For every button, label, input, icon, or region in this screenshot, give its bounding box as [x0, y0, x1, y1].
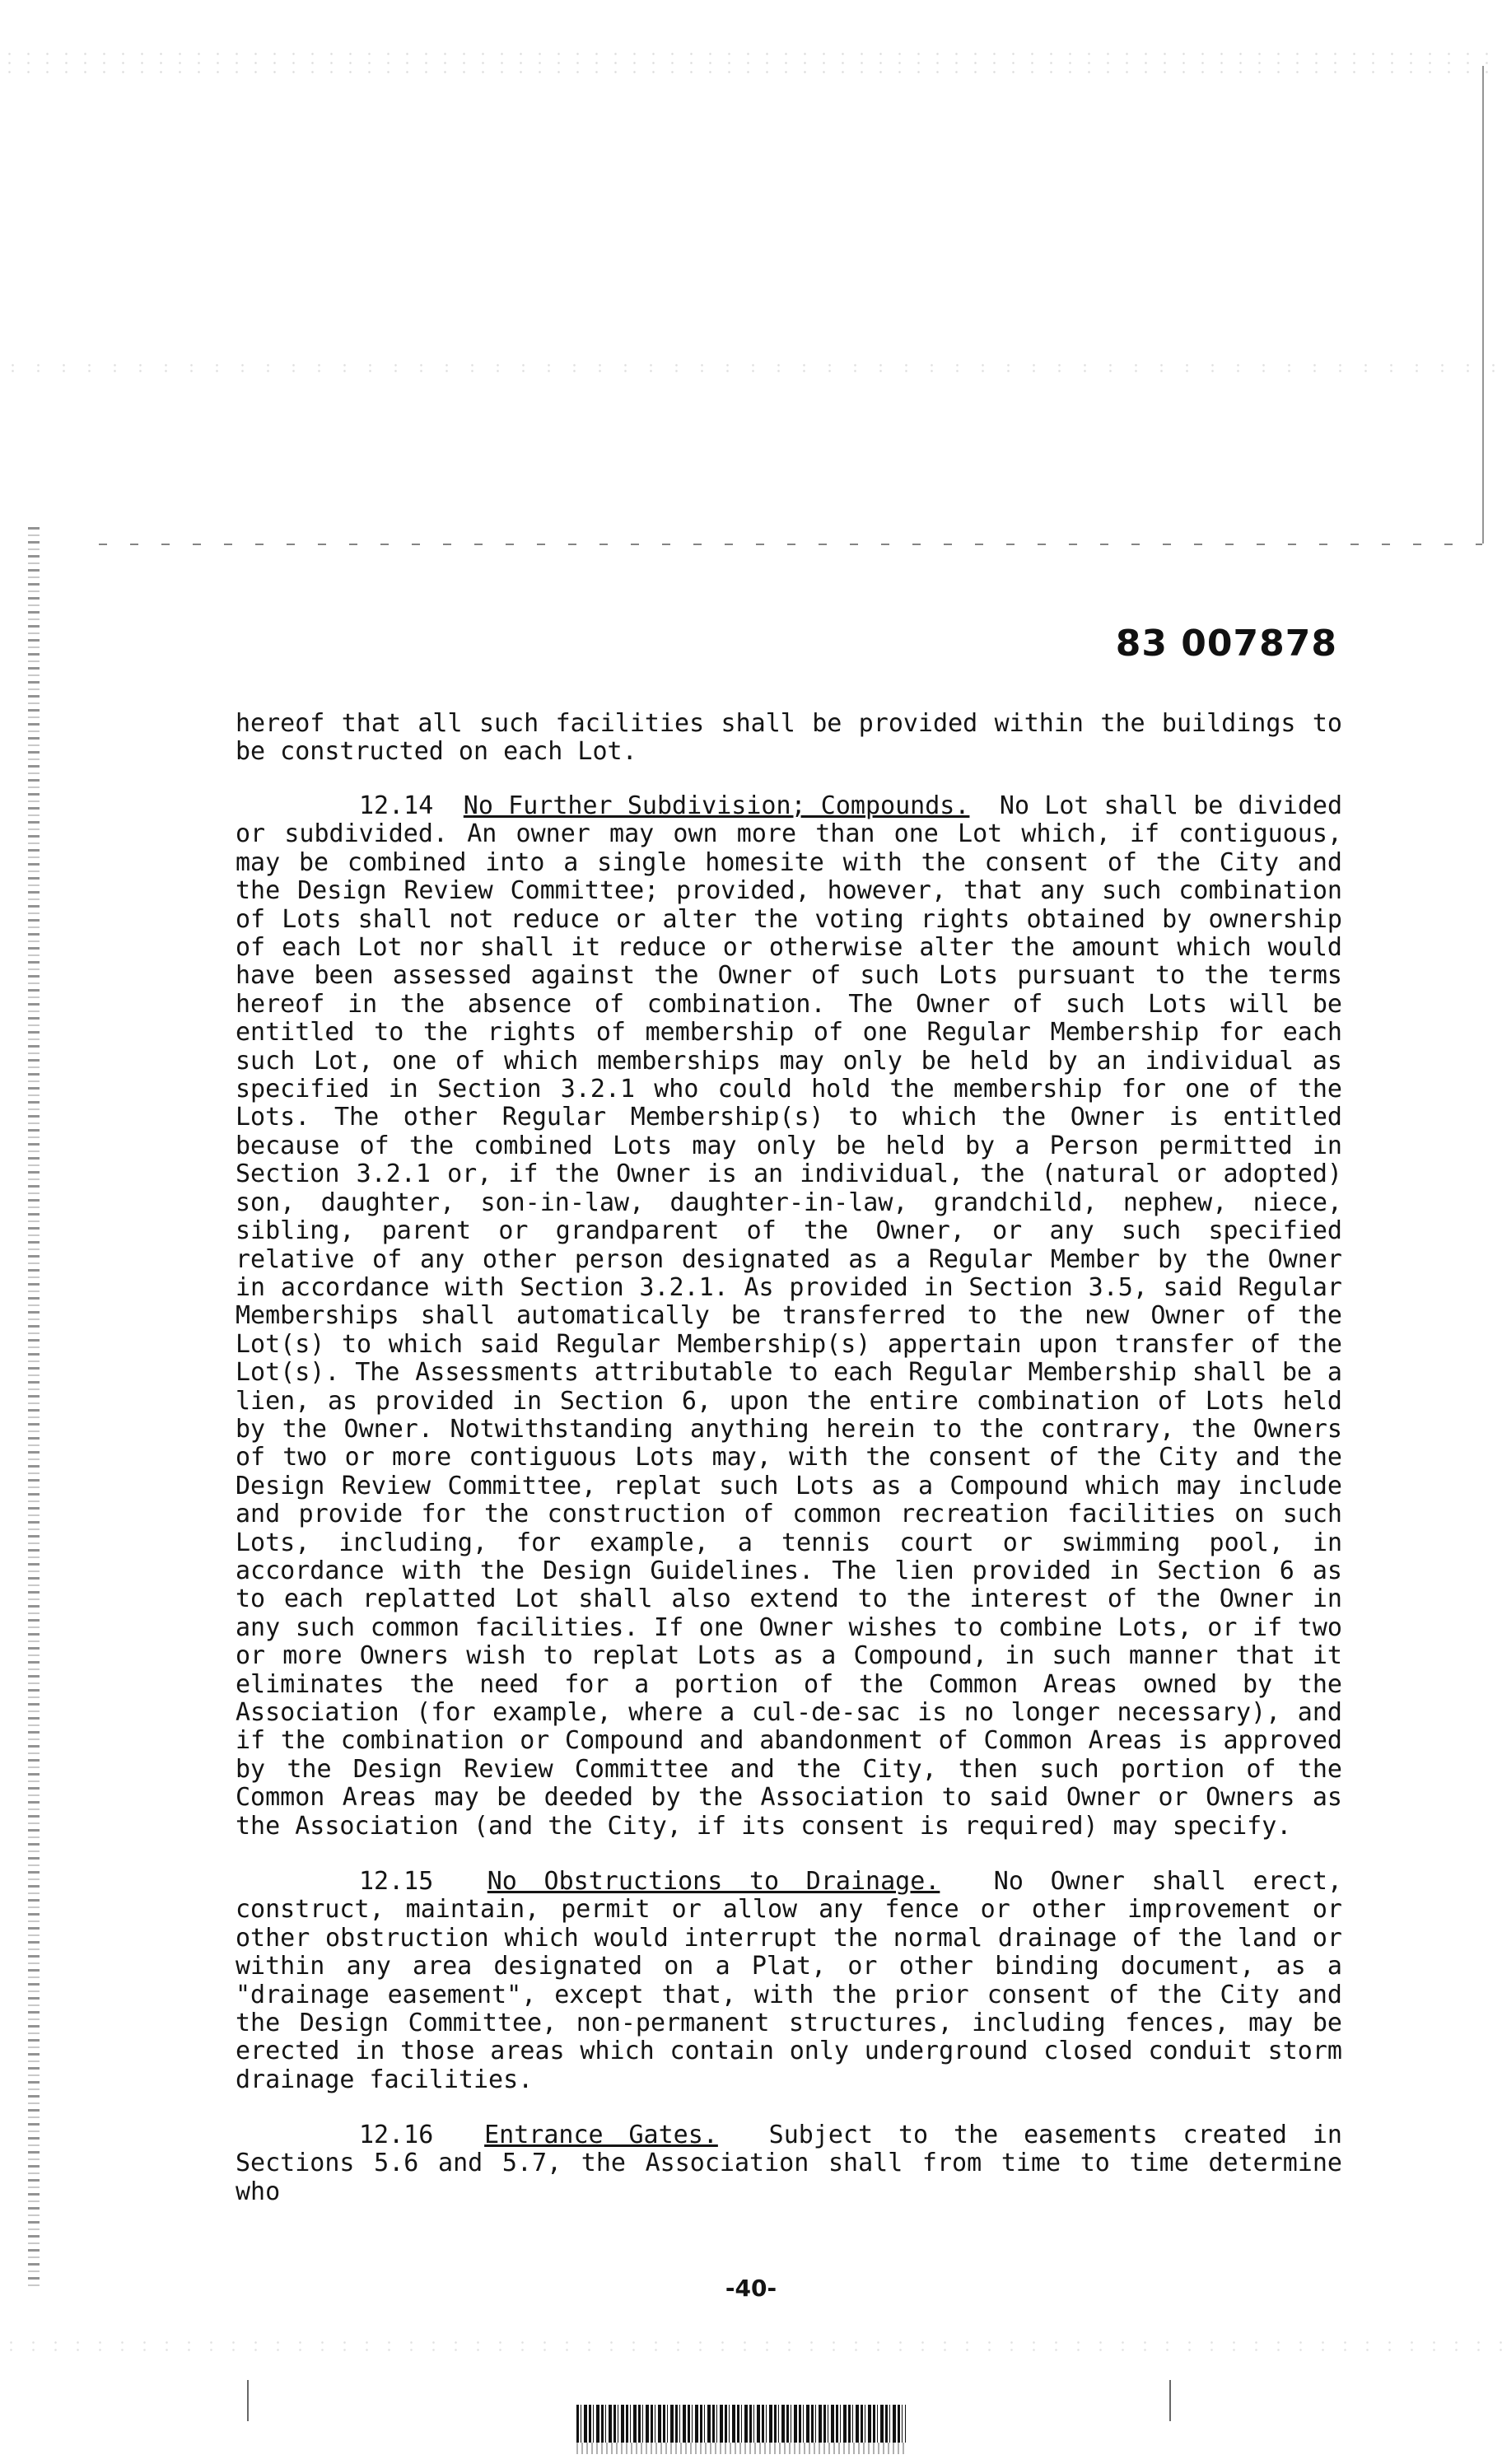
section-heading: No Further Subdivision; Compounds.: [463, 791, 970, 820]
recording-number: 83 007878: [1115, 623, 1337, 665]
scan-noise-bottom: [0, 2339, 1502, 2354]
section-number: 12.15: [359, 1867, 434, 1896]
section-heading: Entrance Gates.: [484, 2121, 718, 2149]
page-number: -40-: [725, 2275, 777, 2302]
scan-tick-mark: [247, 2380, 249, 2421]
scan-tick-mark: [1169, 2380, 1171, 2421]
section-12-14: [236, 792, 1342, 1841]
section-number: 12.16: [359, 2121, 434, 2149]
section-12-15: [236, 1868, 1342, 2094]
barcode-shadow: [576, 2443, 906, 2454]
scan-dashed-line: [99, 544, 1482, 545]
section-number: 12.14: [359, 791, 434, 820]
scan-left-edge: [28, 527, 40, 2289]
scan-right-border: [1482, 66, 1484, 544]
scan-noise-middle: [0, 362, 1502, 374]
section-body: Subject to the easements created in Sections 5.6 and 5.7, the Association shall from time to time determine who: [236, 2121, 1342, 2206]
scan-noise-top: [0, 49, 1502, 74]
section-12-16: [236, 2121, 1342, 2206]
section-body: No Owner shall erect, construct, maintain, permit or allow any fence or other improvement or other obstruction which would interrupt the normal drainage of the land or within any area designated on a Plat, or other binding document, as a "drainage easement", except that, with the prior consent of the City and the Design Committee, non-permanent structures, including fences, may be erected in those areas which contain only underground closed conduit storm drainage facilities.: [236, 1867, 1342, 2094]
barcode-image: [576, 2405, 906, 2443]
section-heading: No Obstructions to Drainage.: [487, 1867, 940, 1896]
intro-paragraph: hereof that all such facilities shall be provided within the buildings to be constructed on each Lot.: [236, 709, 1342, 767]
section-body: No Lot shall be divided or subdivided. An owner may own more than one Lot which, if contiguous, may be combined into a single homesite with the consent of the City and the Design Review Committee; provided, however, that any such combination of Lots shall not reduce or alter the voting rights obtained by ownership of each Lot nor shall it reduce or otherwise alter the amount which would have been assessed against the Owner of such Lots pursuant to the terms hereof in the absence of combination. The Owner of such Lots will be entitled to the rights of membership of one Regular Membership for each such Lot, one of which memberships may only be held by an individual as specified in Section 3.2.1 who could hold the membership for one of the Lots. The other Regular Membership(s) to which the Owner is entitled because of the combined Lots may only be held by a Person permitted in Section 3.2.1 or, if the Owner is an individual, the (natural or adopted) son, daughter, son-in-law, daughter-in-law, grandchild, nephew, niece, sibling, parent or grandparent of the Owner, or any such specified relative of any other person designated as a Regular Member by the Owner in accordance with Section 3.2.1. As provided in Section 3.5, said Regular Memberships shall automatically be transferred to the new Owner of the Lot(s) to which said Regular Membership(s) appertain upon transfer of the Lot(s). The Assessments attributable to each Regular Membership shall be a lien, as provided in Section 6, upon the entire combination of Lots held by the Owner. Notwithstanding anything herein to the contrary, the Owners of two or more contiguous Lots may, with the consent of the City and the Design Review Committee, replat such Lots as a Compound which may include and provide for the construction of common recreation facilities on such Lots, including, for example, a tennis court or swimming pool, in accordance with the Design Guidelines. The lien provided in Section 6 as to each replatted Lot shall also extend to the interest of the Owner in any such common facilities. If one Owner wishes to combine Lots, or if two or more Owners wish to replat Lots as a Compound, in such manner that it eliminates the need for a portion of the Common Areas owned by the Association (for example, where a cul-de-sac is no longer necessary), and if the combination or Compound and abandonment of Common Areas is approved by the Design Review Committee and the City, then such portion of the Common Areas may be deeded by the Association to said Owner or Owners as the Association (and the City, if its consent is required) may specify.: [236, 791, 1343, 1841]
